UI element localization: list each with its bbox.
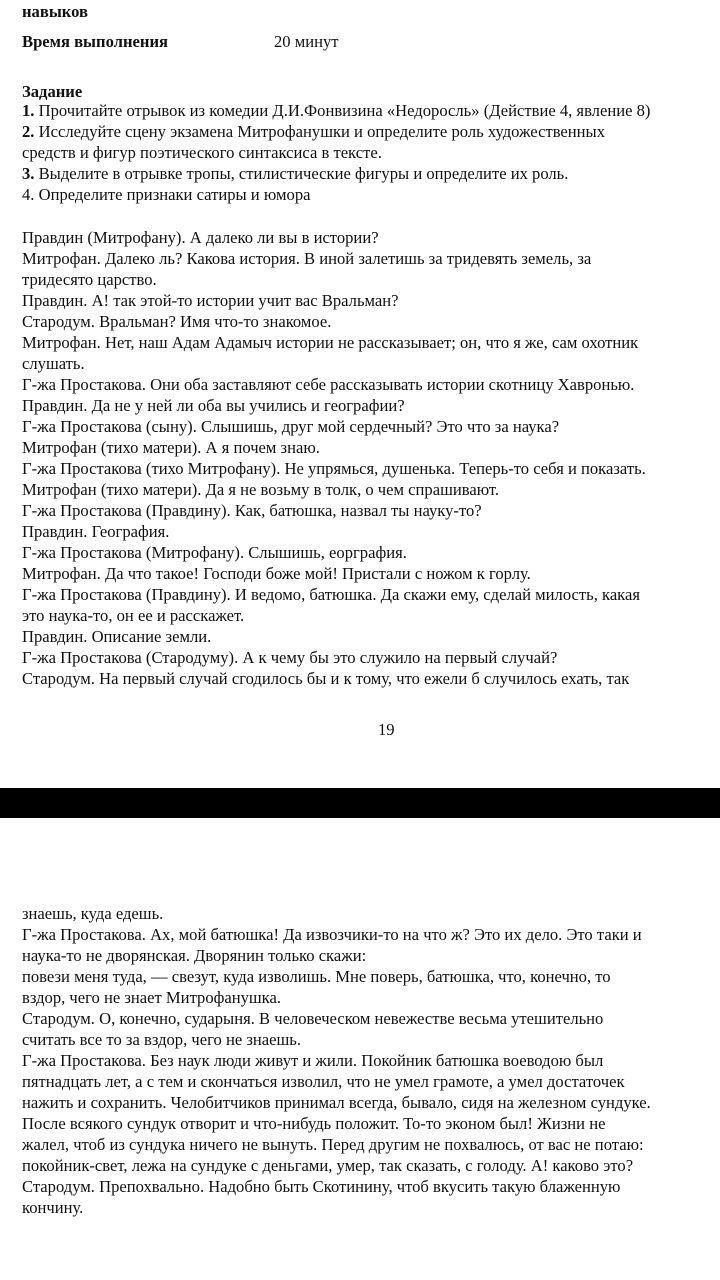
excerpt-line: Г-жа Простакова (Митрофану). Слышишь, еорграфия. [22,543,407,562]
excerpt-line: Г-жа Простакова (Правдину). И ведомо, батюшка. Да скажи ему, сделай милость, какая [22,585,640,604]
excerpt-line: нажить и сохранить. Челобитчиков принимал всегда, бывало, сидя на железном сундуке. [22,1093,651,1112]
task-item-1 [22,101,650,121]
task-item-text: Прочитайте отрывок из комедии Д.И.Фонвизина «Недоросль» (Действие 4, явление 8) [38,101,651,120]
excerpt-line: Митрофан (тихо матери). А я почем знаю. [22,438,320,457]
excerpt-line: покойник-свет, лежа на сундуке с деньгами, умер, так сказать, с голоду. А! каково это? [22,1156,634,1175]
document-page-lower [0,818,720,1280]
excerpt-line: пятнадцать лет, а с тем и скончаться изволил, что не умел грамоте, а умел достаточек [22,1072,625,1091]
excerpt-line: Правдин (Митрофану). А далеко ли вы в истории? [22,228,379,247]
excerpt-line: Правдин. А! так этой-то истории учит вас Вральман? [22,291,399,310]
excerpt-line: Правдин. География. [22,522,170,541]
excerpt-line: считать все то за вздор, чего не знаешь. [22,1030,302,1049]
excerpt-line: Г-жа Простакова (тихо Митрофану). Не упрямься, душенька. Теперь-то себя и показать. [22,459,646,478]
task-item-text: Выделите в отрывке тропы, стилистические фигуры и определите их роль. [38,164,569,183]
task-item-4 [22,185,310,205]
time-label: Время выполнения [22,32,168,51]
excerpt-line: тридесято царство. [22,270,157,289]
excerpt-line: Правдин. Да не у ней ли оба вы учились и географии? [22,396,405,415]
page-separator [0,788,720,818]
excerpt-line: Г-жа Простакова. Без наук люди живут и жили. Покойник батюшка воеводою был [22,1051,604,1070]
task-item-number: 1. [22,101,35,120]
excerpt-line: Стародум. На первый случай сгодилось бы и к тому, что ежели б случилось ехать, так [22,669,630,688]
excerpt-line: Митрофан. Далеко ль? Какова история. В иной залетишь за тридевять земель, за [22,249,592,268]
excerpt-line: После всякого сундук отворит и что-нибудь положит. То-то эконом был! Жизни не [22,1114,606,1133]
task-item-number: 3. [22,164,35,183]
excerpt-line: Митрофан. Да что такое! Господи боже мой! Пристали с ножом к горлу. [22,564,531,583]
excerpt-line: кончину. [22,1198,84,1217]
task-item-text: 4. Определите признаки сатиры и юмора [22,185,311,204]
excerpt-line: Митрофан (тихо матери). Да я не возьму в толк, о чем спрашивают. [22,480,500,499]
excerpt-line: Стародум. Препохвально. Надобно быть Скотинину, чтоб вкусить такую блаженную [22,1177,621,1196]
task-item-number: 2. [22,122,35,141]
excerpt-line: Г-жа Простакова (Стародуму). А к чему бы это служило на первый случай? [22,648,558,667]
excerpt-line: Г-жа Простакова. Они оба заставляют себе рассказывать истории скотницу Хавронью. [22,375,635,394]
excerpt-line: Митрофан. Нет, наш Адам Адамыч истории не рассказывает; он, что я же, сам охотник [22,333,639,352]
task-item-2 [22,122,605,142]
excerpt-line: Г-жа Простакова (Правдину). Как, батюшка, назвал ты науку-то? [22,501,482,520]
task-item-text: средств и фигур поэтического синтаксиса в тексте. [22,143,382,162]
excerpt-line: наука-то не дворянская. Дворянин только скажи: [22,946,367,965]
time-value: 20 минут [274,32,339,51]
excerpt-line: это наука-то, он ее и расскажет. [22,606,245,625]
task-title: Задание [22,82,83,101]
excerpt-line: Г-жа Простакова. Ах, мой батюшка! Да извозчики-то на что ж? Это их дело. Это таки и [22,925,642,944]
excerpt-line: Стародум. Вральман? Имя что-то знакомое. [22,312,332,331]
excerpt-line: слушать. [22,354,85,373]
excerpt-line: жалел, чтоб из сундука ничего не вынуть. Перед другим не похвалюсь, от вас не потаю: [22,1135,644,1154]
excerpt-line: Правдин. Описание земли. [22,627,212,646]
task-item-2-cont [22,143,382,163]
excerpt-line: Стародум. О, конечно, сударыня. В человеческом невежестве весьма утешительно [22,1009,604,1028]
excerpt-line: вздор, чего не знает Митрофанушка. [22,988,282,1007]
skills-label: навыков [22,2,88,21]
page-number: 19 [378,720,395,739]
excerpt-line: знаешь, куда едешь. [22,904,164,923]
excerpt-line: повези меня туда, — свезут, куда изволишь. Мне поверь, батюшка, что, конечно, то [22,967,611,986]
task-item-text: Исследуйте сцену экзамена Митрофанушки и определите роль художественных [38,122,606,141]
excerpt-line: Г-жа Простакова (сыну). Слышишь, друг мой сердечный? Это что за наука? [22,417,560,436]
task-item-3 [22,164,568,184]
